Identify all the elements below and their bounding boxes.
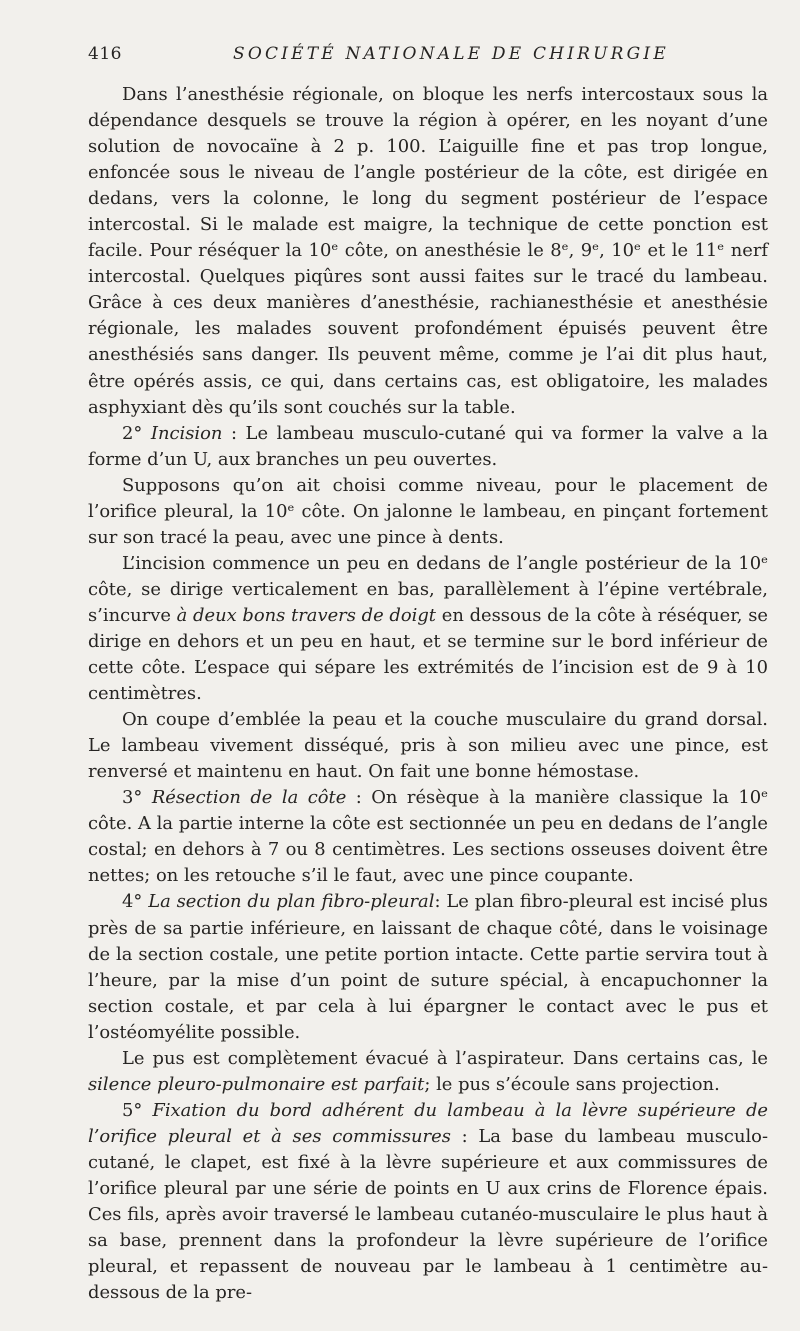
section-title: La section du plan fibro-pleural xyxy=(148,891,435,913)
paragraph-pus-evacuation xyxy=(88,1046,768,1098)
section-number: 3° xyxy=(122,787,152,809)
text-run: L’incision commence un peu en dedans de l’angle postérieur de la 10ᵉ côte, se dirige verticalement en bas, parallèlement à l’épine vertébrale, s’incurve xyxy=(88,552,768,626)
section-number: 4° xyxy=(122,891,149,913)
section-title: Incision xyxy=(150,422,223,444)
paragraph-incision-path xyxy=(88,551,768,707)
section-text: : Le lambeau musculo-cutané qui va former la valve a la forme d’un U, aux branches un peu ouvertes. xyxy=(88,422,769,470)
paragraph-skin-cut: On coupe d’emblée la peau et la couche musculaire du grand dorsal. Le lambeau vivement disséqué, pris à son milieu avec une pince, est renversé et maintenu en haut. On fait une bonne hémostase. xyxy=(88,709,768,783)
emphasis-run: à deux bons travers de doigt xyxy=(176,604,436,626)
paragraph-fibro-pleural xyxy=(88,889,768,1045)
text-run: Le pus est complètement évacué à l’aspirateur. Dans certains cas, le xyxy=(122,1047,768,1069)
paragraph-incision xyxy=(88,421,768,473)
emphasis-run: silence pleuro-pulmonaire est parfait xyxy=(88,1073,425,1095)
page-header xyxy=(88,44,768,68)
section-number: 2° xyxy=(122,422,151,444)
paragraph-flap-fixation xyxy=(88,1098,768,1306)
paragraph-anesthesia: Dans l’anesthésie régionale, on bloque les nerfs intercostaux sous la dépendance desquels se trouve la région à opérer, en les noyant d’une solution de novocaïne à 2 p. 100. L’aiguille fine et pas trop longue, enfoncée sous le niveau de l’angle postérieur de la côte, est dirigée en dedans, vers la colonne, le long du segment postérieur de l’espace intercostal. Si le malade est maigre, la technique de cette ponction est facile. Pour réséquer la 10ᵉ côte, on anesthésie le 8ᵉ, 9ᵉ, 10ᵉ et le 11ᵉ nerf intercostal. Quelques piqûres sont aussi faites sur le tracé du lambeau. Grâce à ces deux manières d’anesthésie, rachianesthésie et anesthésie régionale, les malades souvent profondément épuisés peuvent être anesthésiés sans danger. Ils peuvent même, comme je l’ai dit plus haut, être opérés assis, ce qui, dans certains cas, est obligatoire, les malades asphyxiant dès qu’ils sont couchés sur la table. xyxy=(88,84,768,418)
page-number: 416 xyxy=(88,44,122,64)
section-number: 5° xyxy=(122,1099,153,1121)
text-run: ; le pus s’écoule sans projection. xyxy=(424,1073,720,1095)
section-text: : Le plan fibro-pleural est incisé plus près de sa partie inférieure, en laissant de chaque côté, dans le voisinage de la section costale, une petite portion intacte. Cette partie servira tout à l’heure, par la mise d’un point de suture spécial, à encapuchonner la section costale, et par cela à lui épargner le contact avec le pus et l’ostéomyélite possible. xyxy=(88,891,768,1043)
body-text xyxy=(88,82,768,1306)
section-title: Résection de la côte xyxy=(151,787,347,809)
section-text: : On résèque à la manière classique la 10ᵉ côte. A la partie interne la côte est sectionnée un peu en dedans de l’angle costal; en dehors à 7 ou 8 centimètres. Les sections osseuses doivent être nettes; on les retouche s’il le faut, avec une pince coupante. xyxy=(88,787,769,887)
section-text: : La base du lambeau musculo-cutané, le clapet, est fixé à la lèvre supérieure et aux commissures de l’orifice pleural par une série de points en U aux crins de Florence épais. Ces fils, après avoir traversé le lambeau cutanéo-musculaire le plus haut à sa base, prennent dans la profondeur la lèvre supérieure de l’orifice pleural, et repassent de nouveau par le lambeau à 1 centimètre au-dessous de la pre- xyxy=(88,1125,769,1304)
text-run: en dessous de la côte à réséquer, se dirige en dehors et un peu en haut, et se termine sur le bord inférieur de cette côte. L’espace qui sépare les extrémités de l’incision est de 9 à 10 centimètres. xyxy=(88,604,768,705)
paragraph-orifice-level: Supposons qu’on ait choisi comme niveau, pour le placement de l’orifice pleural, la 10ᵉ côte. On jalonne le lambeau, en pinçant fortement sur son tracé la peau, avec une pince à dents. xyxy=(88,474,768,548)
running-title: SOCIÉTÉ NATIONALE DE CHIRURGIE xyxy=(233,44,669,64)
paragraph-rib-resection xyxy=(88,785,768,889)
section-title: Fixation du bord adhérent du lambeau à la lèvre supérieure de l’orifice pleural et à ses commissures xyxy=(88,1099,768,1147)
